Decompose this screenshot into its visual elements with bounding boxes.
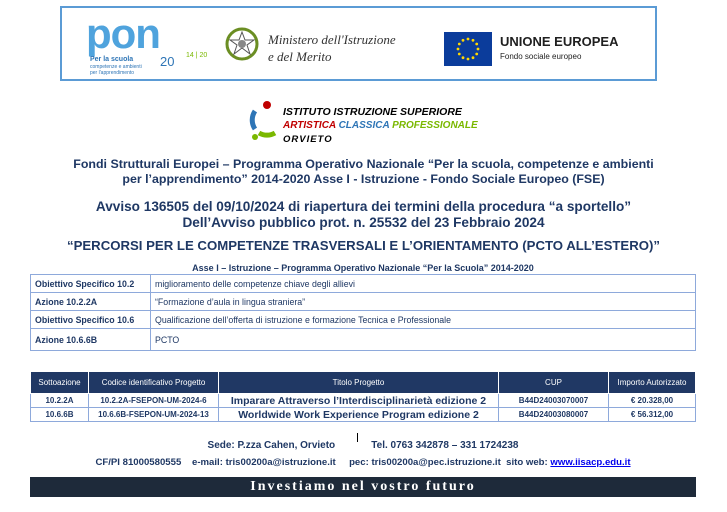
pon-year: 20	[160, 54, 175, 69]
objective-key: Obiettivo Specifico 10.2	[31, 275, 151, 293]
contacts-line	[30, 457, 696, 468]
cf-text: CF/PI 81000580555	[95, 457, 182, 468]
projects-table	[30, 371, 696, 422]
column-header: Importo Autorizzato	[609, 372, 696, 394]
pon-year-suffix: 14 | 20	[186, 52, 208, 59]
objective-key: Obiettivo Specifico 10.6	[31, 311, 151, 329]
objective-value: “Formazione d’aula in lingua straniera”	[151, 293, 696, 311]
objective-value: Qualificazione dell’offerta di istruzione e formazione Tecnica e Professionale	[151, 311, 696, 329]
objective-value: PCTO	[151, 329, 696, 351]
logo-banner	[60, 6, 657, 81]
cell-codice: 10.6.6B-FSEPON-UM-2024-13	[89, 408, 219, 422]
school-name-line2: ARTISTICA CLASSICA PROFESSIONALE	[283, 120, 478, 131]
table-row	[31, 275, 696, 293]
table-row	[31, 329, 696, 351]
pon-logo	[82, 12, 212, 76]
program-heading-line1: Fondi Strutturali Europei – Programma Operativo Nazionale “Per la scuola, competenze e ambienti	[73, 157, 654, 171]
notice-heading-line2: Dell’Avviso pubblico prot. n. 25532 del 23 Febbraio 2024	[182, 214, 545, 230]
pon-tagline: competenze e ambienti per l'apprendimento	[90, 64, 142, 76]
italian-republic-emblem-icon	[224, 26, 260, 62]
sede-phone: Tel. 0763 342878 – 331 1724238	[371, 440, 519, 451]
eu-name: UNIONE EUROPEA	[500, 34, 619, 49]
pon-wordmark: pon	[86, 10, 160, 57]
site-label: sito web:	[506, 457, 548, 468]
cell-importo: € 56.312,00	[609, 408, 696, 422]
cell-codice: 10.2.2A-FSEPON-UM-2024-6	[89, 394, 219, 408]
ministry-logo	[222, 26, 422, 70]
objective-key: Azione 10.2.2A	[31, 293, 151, 311]
program-heading	[30, 157, 697, 187]
cell-titolo: Imparare Attraverso l’Interdisciplinarietà edizione 2	[219, 394, 499, 408]
text-cursor	[357, 433, 358, 442]
cell-sottoazione: 10.2.2A	[31, 394, 89, 408]
eu-flag-icon	[444, 32, 492, 66]
sede-line	[30, 440, 696, 451]
website-link[interactable]: www.iisacp.edu.it	[550, 457, 631, 468]
table-row	[31, 293, 696, 311]
cell-titolo: Worldwide Work Experience Program edizione 2	[219, 408, 499, 422]
cell-cup: B44D24003080007	[499, 408, 609, 422]
notice-heading-line1: Avviso 136505 del 09/10/2024 di riapertura dei termini della procedura “a sportello”	[95, 199, 632, 214]
ministry-name-line1: Ministero dell'Istruzione	[268, 32, 396, 47]
school-name-line1: ISTITUTO ISTRUZIONE SUPERIORE	[283, 106, 462, 118]
ministry-name-line2: e del Merito	[268, 49, 332, 64]
program-heading-line2: per l’apprendimento” 2014-2020 Asse I - Istruzione - Fondo Sociale Europeo (FSE)	[122, 172, 605, 186]
objective-value: miglioramento delle competenze chiave degli allievi	[151, 275, 696, 293]
table-row	[31, 408, 696, 422]
pcto-title: “PERCORSI PER LE COMPETENZE TRASVERSALI E L’ORIENTAMENTO (PCTO ALL’ESTERO)”	[67, 238, 660, 253]
pec-text: pec: tris00200a@pec.istruzione.it	[349, 457, 501, 468]
cell-cup: B44D24003070007	[499, 394, 609, 408]
cell-sottoazione: 10.6.6B	[31, 408, 89, 422]
table-row	[31, 394, 696, 408]
column-header: Sottoazione	[31, 372, 89, 394]
column-header: CUP	[499, 372, 609, 394]
notice-heading	[30, 199, 697, 230]
objective-key: Azione 10.6.6B	[31, 329, 151, 351]
eu-logo	[442, 30, 642, 70]
asse-caption: Asse I – Istruzione – Programma Operativo Nazionale “Per la Scuola” 2014-2020	[192, 263, 534, 273]
pon-subtitle: Per la scuola	[90, 56, 134, 63]
email-text: e-mail: tris00200a@istruzione.it	[192, 457, 336, 468]
table-header-row	[31, 372, 696, 394]
objectives-table	[30, 274, 696, 351]
table-row	[31, 311, 696, 329]
eu-fund-name: Fondo sociale europeo	[500, 52, 582, 61]
school-city: ORVIETO	[283, 134, 333, 145]
sede-address: Sede: P.zza Cahen, Orvieto	[207, 440, 336, 451]
footer-banner: Investiamo nel vostro futuro	[30, 477, 696, 497]
school-logo	[245, 93, 485, 149]
column-header: Titolo Progetto	[219, 372, 499, 394]
column-header: Codice identificativo Progetto	[89, 372, 219, 394]
cell-importo: € 20.328,00	[609, 394, 696, 408]
